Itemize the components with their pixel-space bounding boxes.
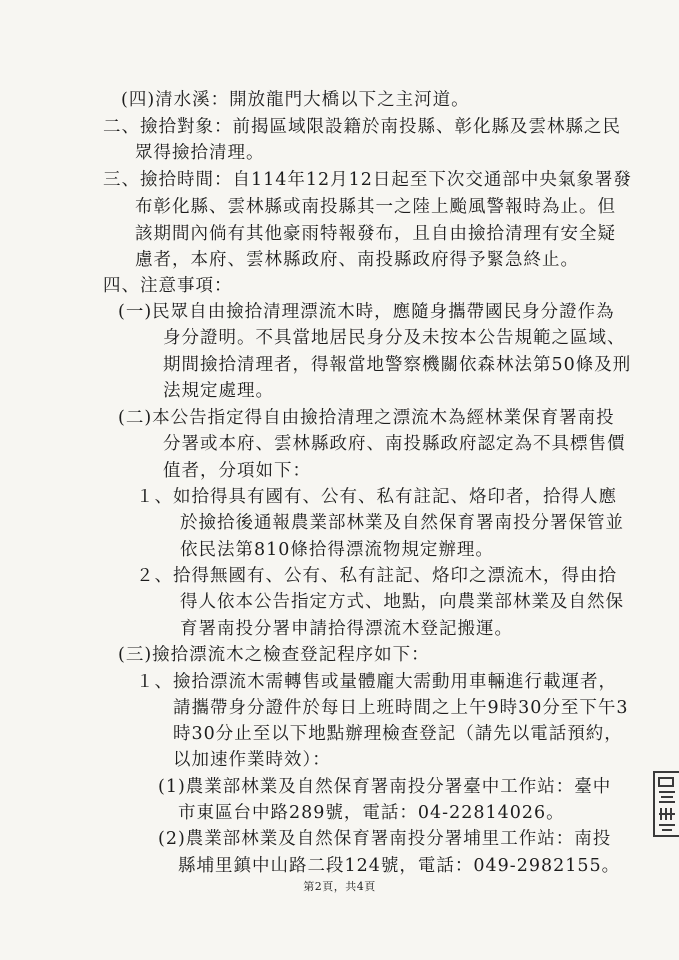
text-line: (二)本公告指定得自由撿拾清理之漂流木為經林業保育署南投 [118,408,615,428]
text-line: (四)清水溪：開放龍門大橋以下之主河道。 [121,90,470,110]
text-line: (1)農業部林業及自然保育署南投分署臺中工作站：臺中 [158,777,612,797]
seal-stamp [648,768,679,840]
text-line: 以加速作業時效）： [173,750,331,770]
text-line: (2)農業部林業及自然保育署南投分署埔里工作站：南投 [158,829,612,849]
text-line: 該期間內倘有其他豪雨特報發布，且自由撿拾清理有安全疑 [135,224,616,244]
text-line: 三、撿拾時間：自114年12月12日起至下次交通部中央氣象署發 [103,170,632,190]
text-line: 市東區台中路289號，電話：04-22814026。 [178,803,565,823]
text-line: 時30分止至以下地點辦理檢查登記（請先以電話預約， [173,724,623,744]
text-line: (三)撿拾漂流木之檢查登記程序如下： [118,645,430,665]
text-line: 眾得撿拾清理。 [135,143,265,163]
text-line: 得人依本公告指定方式、地點，向農業部林業及自然保 [180,592,624,612]
text-line: １、撿拾漂流木需轉售或量體龐大需動用車輛進行載運者， [136,672,617,692]
text-line: 慮者，本府、雲林縣政府、南投縣政府得予緊急終止。 [135,250,579,270]
text-line: 二、撿拾對象：前揭區域限設籍於南投縣、彰化縣及雲林縣之民 [103,117,621,137]
text-line: 育署南投分署申請拾得漂流木登記搬運。 [180,619,513,639]
text-line: 請攜帶身分證件於每日上班時間之上午9時30分至下午3 [173,698,629,718]
page-number: 第2頁，共4頁 [303,880,376,893]
text-line: 期間撿拾清理者，得報當地警察機關依森林法第50條及刑 [163,355,632,375]
text-line: 分署或本府、雲林縣政府、南投縣政府認定為不具標售價 [163,434,626,454]
text-line: ２、拾得無國有、公有、私有註記、烙印之漂流木，得由拾 [136,566,617,586]
text-line: １、如拾得具有國有、公有、私有註記、烙印者，拾得人應 [136,487,617,507]
text-line: 法規定處理。 [163,381,274,401]
text-line: 依民法第810條拾得漂流物規定辦理。 [180,540,494,560]
text-line: 於撿拾後通報農業部林業及自然保育署南投分署保管並 [180,513,624,533]
text-line: (一)民眾自由撿拾清理漂流木時，應隨身攜帶國民身分證作為 [118,302,615,322]
text-line: 四、注意事項： [103,276,233,296]
text-line: 縣埔里鎮中山路二段124號，電話：049-2982155。 [178,856,621,876]
text-line: 布彰化縣、雲林縣或南投縣其一之陸上颱風警報時為止。但 [135,197,616,217]
text-line: 值者，分項如下： [163,461,311,481]
text-line: 身分證明。不具當地居民身分及未按本公告規範之區域、 [163,328,626,348]
